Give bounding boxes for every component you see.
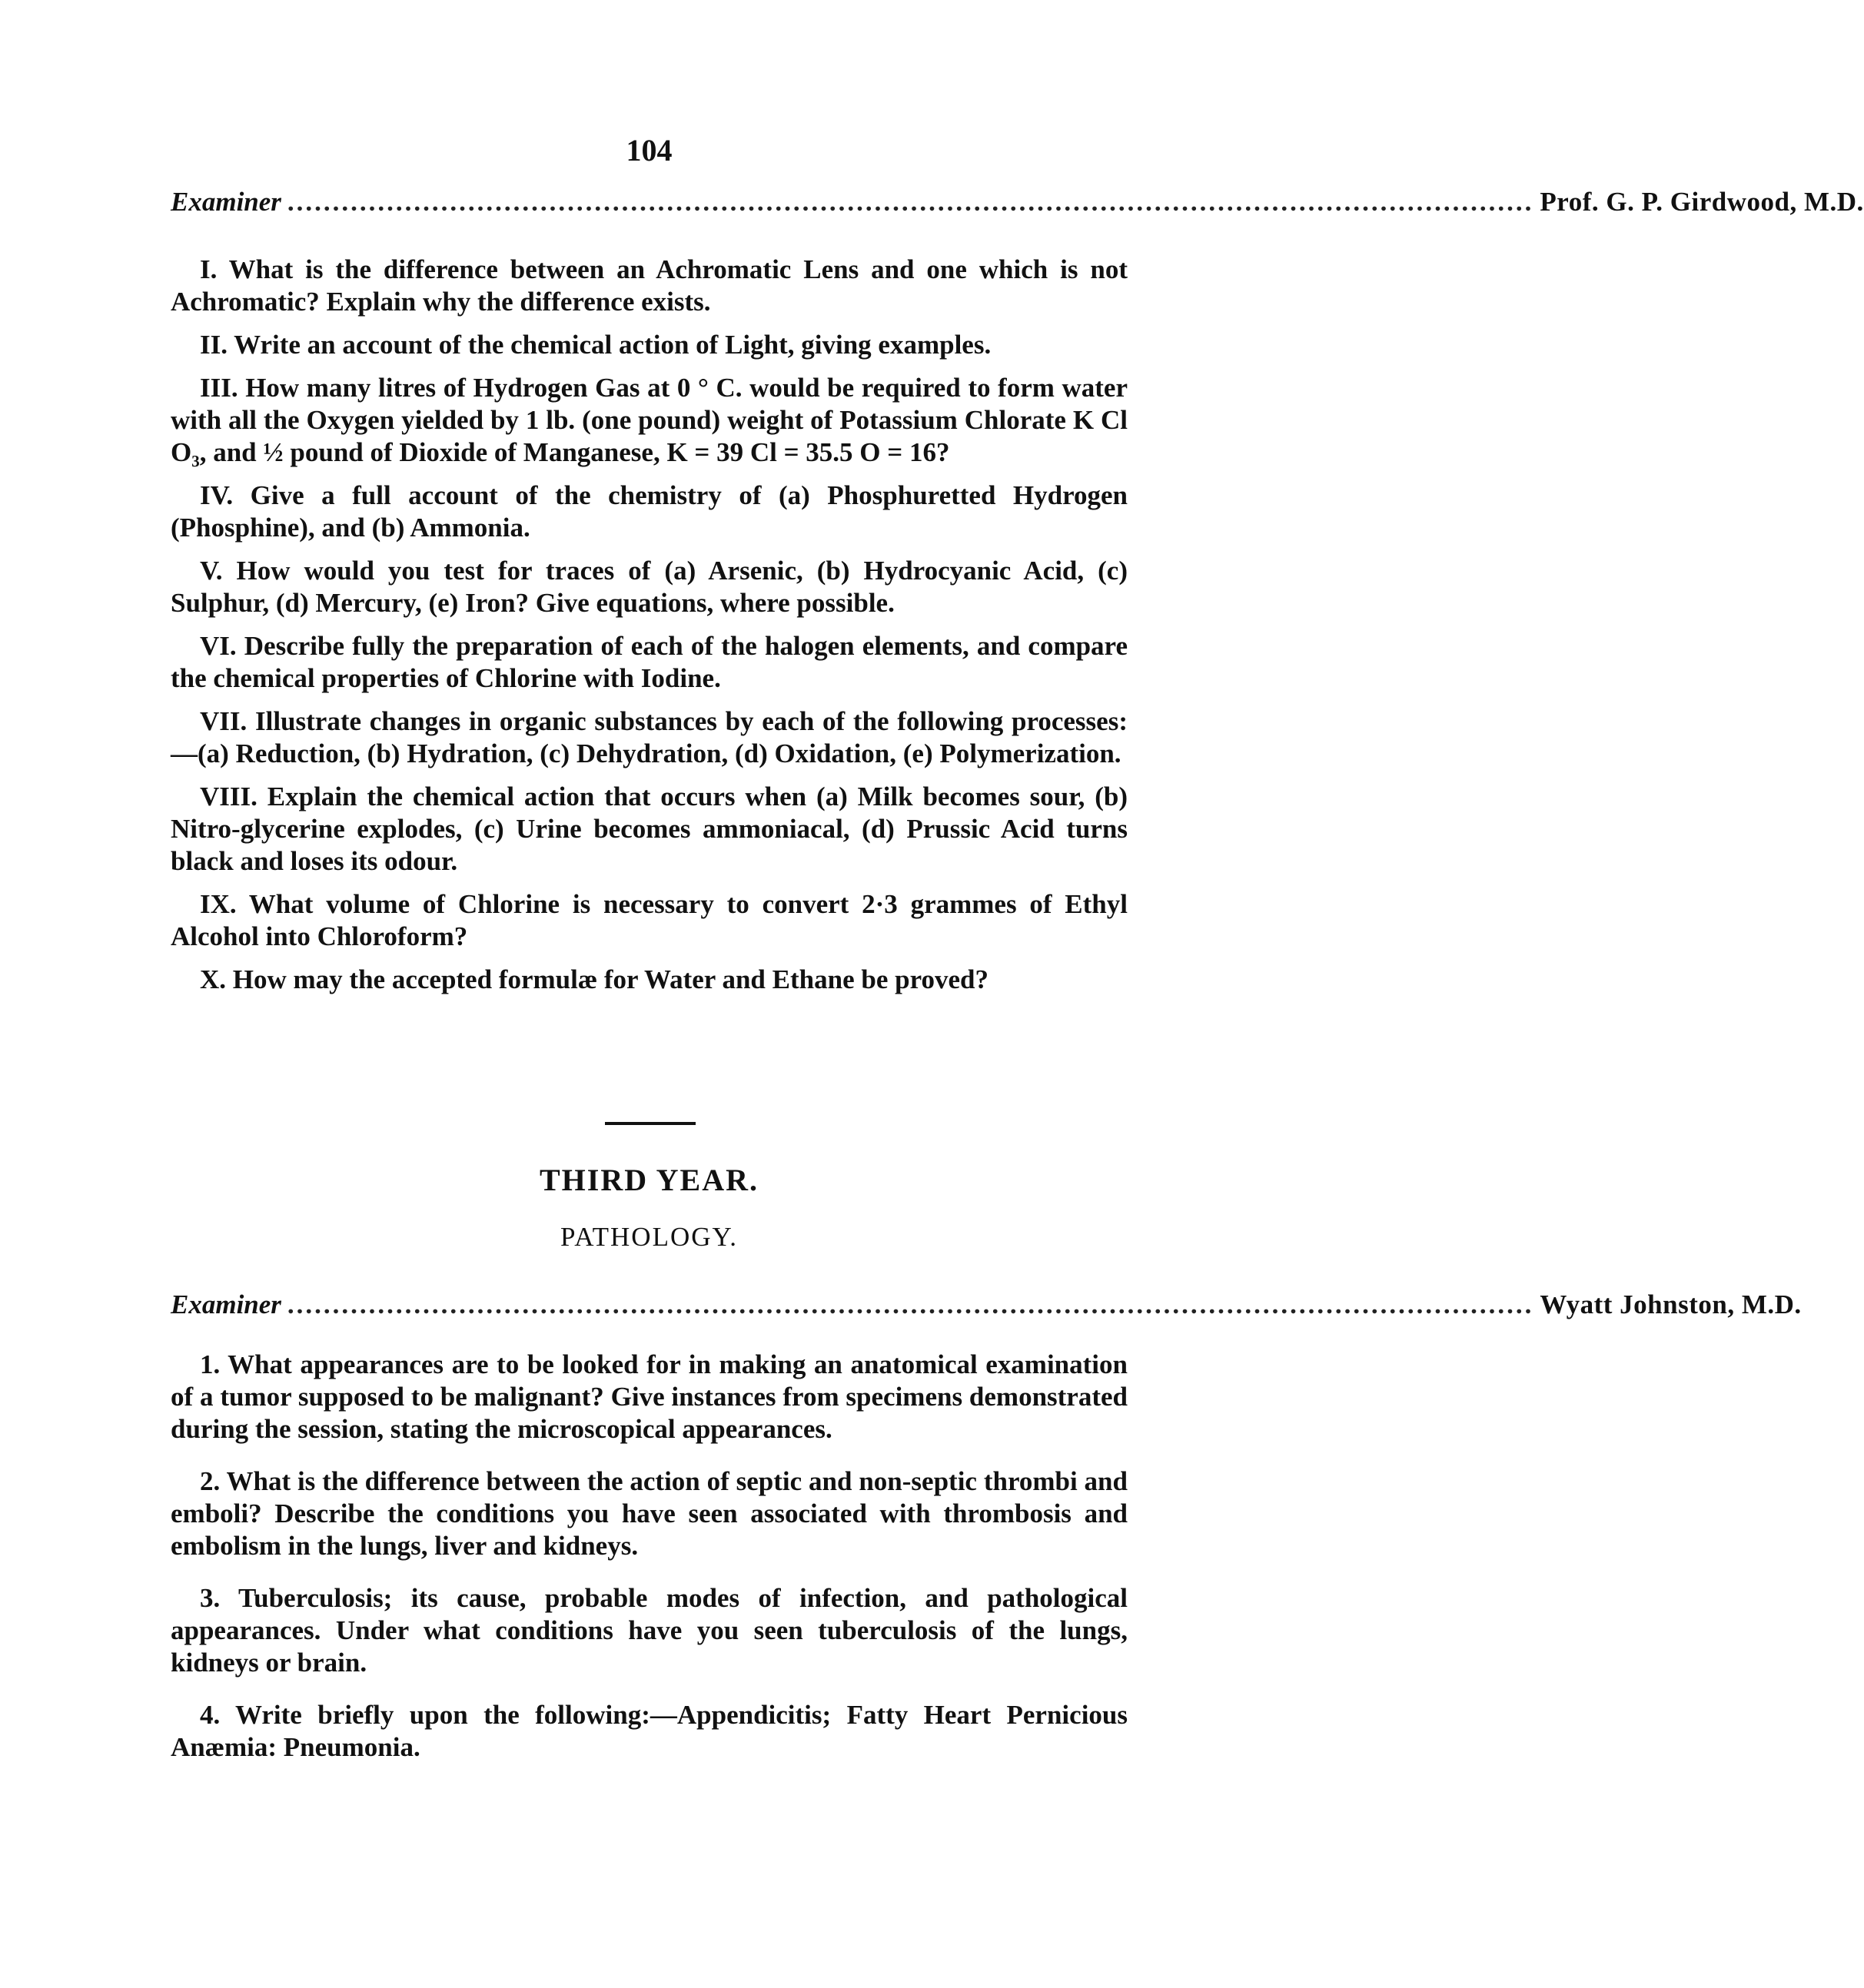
subject-heading: PATHOLOGY. <box>560 1222 739 1252</box>
question-4: IV. Give a full account of the chemistry of (a) Phosphuretted Hydrogen (Phosphine), and (b) Ammonia. <box>171 480 1128 543</box>
question-10: X. How may the accepted formulæ for Water and Ethane be proved? <box>200 964 988 994</box>
examiner-name: Wyatt Johnston, M.D. <box>1540 1289 1802 1319</box>
page-number: 104 <box>626 133 673 168</box>
question-3: 3. Tuberculosis; its cause, probable modes of infection, and pathological appearances. Under what conditions have you seen tuberculosis of the lungs, kidneys or brain. <box>171 1583 1128 1678</box>
question-3: III. How many litres of Hydrogen Gas at 0 ° C. would be required to form water with all the Oxygen yielded by 1 lb. (one pound) weight of Potassium Chlorate K Cl O₃, and ½ pound of Dioxide of Manganese, K = 39 Cl = 35.5 O = 16? <box>171 373 1128 467</box>
examiner-label: Examiner <box>171 187 281 217</box>
section-divider <box>605 1122 696 1125</box>
question-4: 4. Write briefly upon the following:—Appendicitis; Fatty Heart Pernicious Anæmia: Pneumonia. <box>171 1700 1128 1762</box>
section-heading: THIRD YEAR. <box>540 1163 759 1197</box>
examiner-name: Prof. G. P. Girdwood, M.D. <box>1540 187 1864 217</box>
question-5: V. How would you test for traces of (a) Arsenic, (b) Hydrocyanic Acid, (c) Sulphur, (d) Mercury, (e) Iron? Give equations, where possible. <box>171 556 1128 618</box>
chemistry-questions <box>171 254 1128 996</box>
examiner-line-chemistry <box>171 187 1864 217</box>
question-6: VI. Describe fully the preparation of each of the halogen elements, and compare the chemical properties of Chlorine with Iodine. <box>171 631 1128 693</box>
examiner-label: Examiner <box>171 1289 281 1319</box>
question-9: IX. What volume of Chlorine is necessary to convert 2·3 grammes of Ethyl Alcohol into Chloroform? <box>171 889 1128 951</box>
question-1: I. What is the difference between an Achromatic Lens and one which is not Achromatic? Explain why the difference exists. <box>171 254 1128 317</box>
question-2: II. Write an account of the chemical action of Light, giving examples. <box>200 330 992 360</box>
leader-dots: .......................................................................................................................................... <box>287 187 1534 217</box>
examiner-line-pathology <box>171 1289 1802 1320</box>
pathology-questions <box>171 1349 1128 1764</box>
question-2: 2. What is the difference between the action of septic and non-septic thrombi and emboli? Describe the conditions you have seen associated with thrombosis and embolism in the lungs, liver and kidneys. <box>171 1466 1128 1561</box>
question-7: VII. Illustrate changes in organic substances by each of the following processes:—(a) Reduction, (b) Hydration, (c) Dehydration, (d) Oxidation, (e) Polymerization. <box>171 706 1128 768</box>
question-8: VIII. Explain the chemical action that occurs when (a) Milk becomes sour, (b) Nitro-glycerine explodes, (c) Urine becomes ammoniacal, (d) Prussic Acid turns black and loses its odour. <box>171 782 1128 876</box>
leader-dots: .......................................................................................................................................... <box>287 1289 1534 1319</box>
question-1: 1. What appearances are to be looked for in making an anatomical examination of a tumor supposed to be malignant? Give instances from specimens demonstrated during the session, stating the microscopical appearances. <box>171 1349 1128 1444</box>
